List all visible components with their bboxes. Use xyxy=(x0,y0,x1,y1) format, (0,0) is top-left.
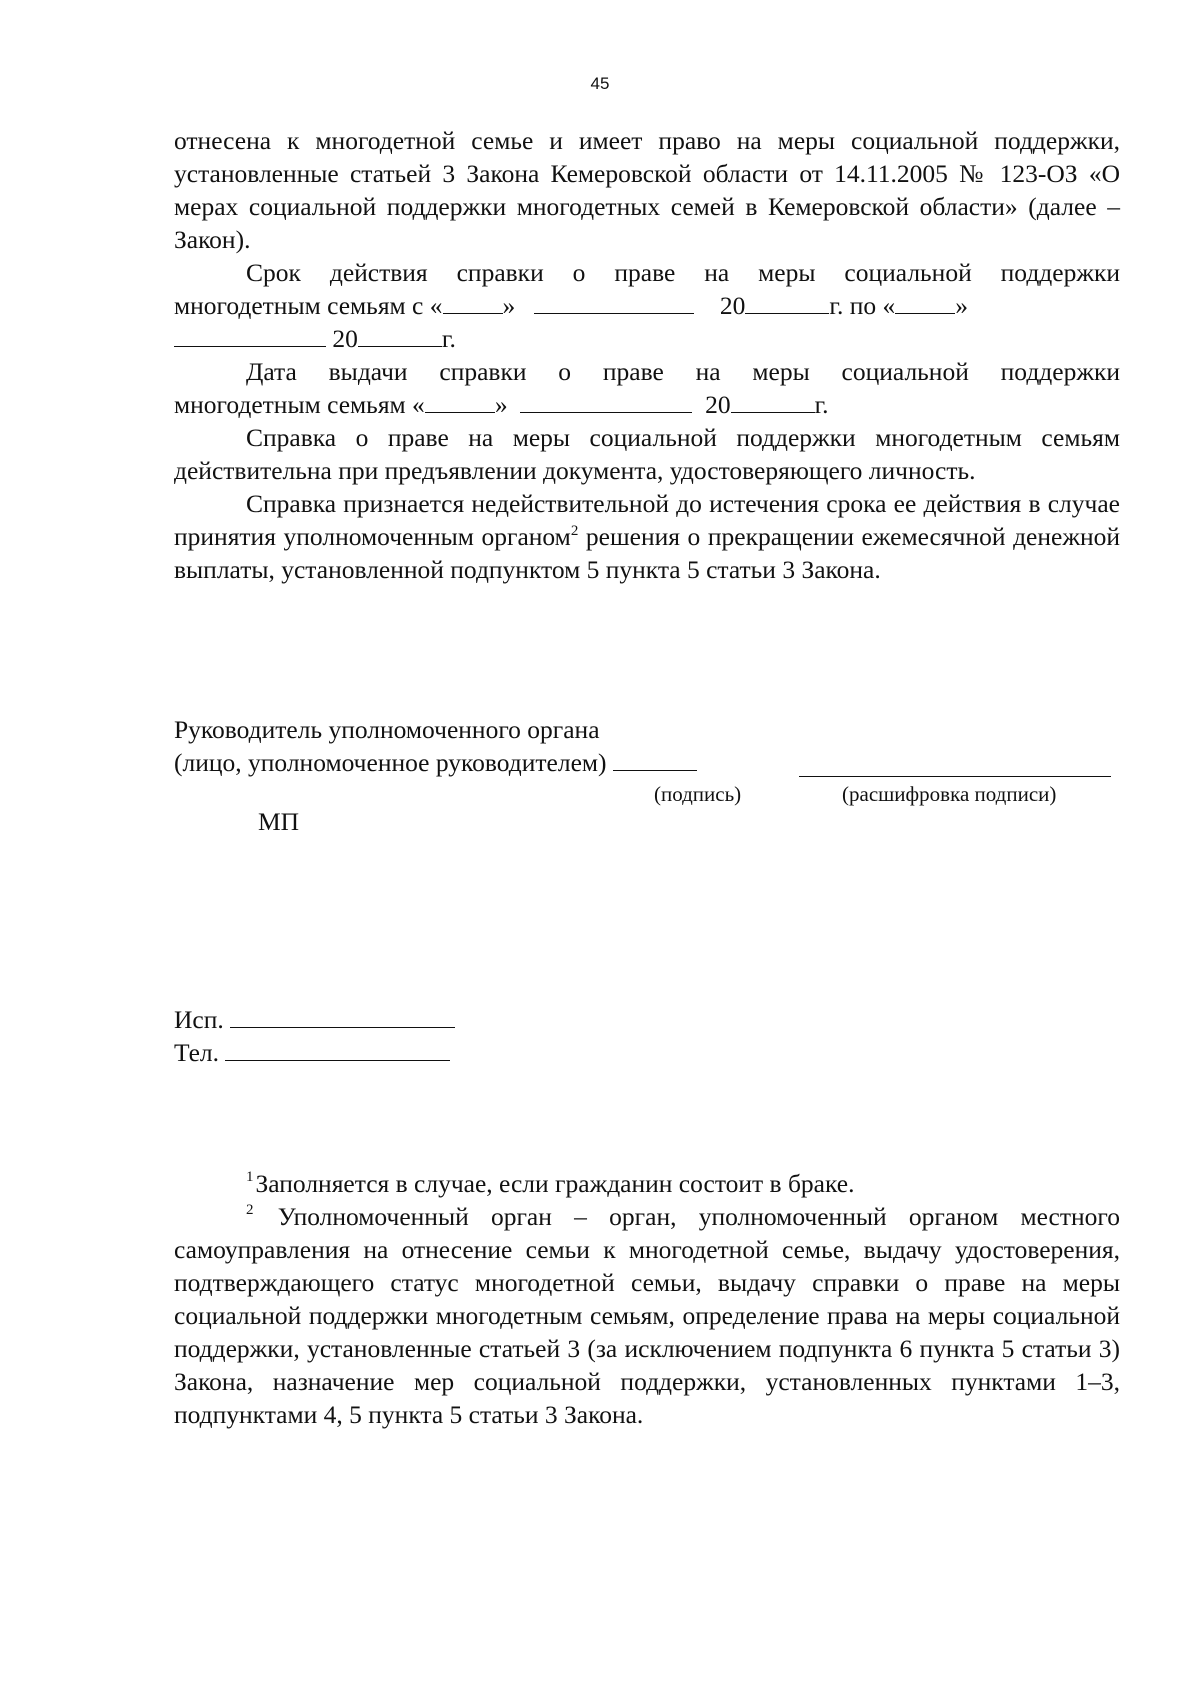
phone-label: Тел. xyxy=(174,1038,220,1067)
issue-day-blank[interactable] xyxy=(425,388,495,413)
signatory-subtitle-text: (лицо, уполномоченное руководителем) xyxy=(174,748,607,777)
year-prefix: 20 xyxy=(332,324,358,353)
signature-block xyxy=(174,713,1120,812)
phone-line xyxy=(174,1036,455,1069)
issue-year-blank[interactable] xyxy=(731,388,815,413)
validity-to-day-blank[interactable] xyxy=(895,289,955,314)
footnotes xyxy=(174,1167,1120,1431)
validity-from-day-blank[interactable] xyxy=(443,289,503,314)
paragraph-issue-date-line1: Дата выдачи справки о праве на меры социальной поддержки xyxy=(246,357,1120,386)
document-body xyxy=(174,124,1120,586)
paragraph-validity-line2 xyxy=(174,289,1120,322)
footnote-1-text: Заполняется в случае, если гражданин состоит в браке. xyxy=(255,1169,855,1198)
validity-from-label: многодетным семьям с « xyxy=(174,291,443,320)
issue-date-label: многодетным семьям « xyxy=(174,390,425,419)
quote-close: » xyxy=(502,291,516,320)
signature-caption: (подпись) xyxy=(654,782,742,806)
invalidation-text-a: Справка признается недействительной до истечения срока ее действия в случае принятия уполномоченным органом xyxy=(174,489,1120,551)
signatory-subtitle xyxy=(174,746,697,779)
paragraph-validity-line1: Срок действия справки о праве на меры социальной поддержки xyxy=(246,258,1120,287)
signatory-title: Руководитель уполномоченного органа xyxy=(174,715,600,744)
validity-to-label: г. по « xyxy=(829,291,896,320)
year-prefix: 20 xyxy=(719,291,746,320)
decoding-caption: (расшифровка подписи) xyxy=(842,782,1057,806)
page-number: 45 xyxy=(590,74,610,93)
executor-blank[interactable] xyxy=(230,1003,455,1028)
footnote-1-mark: 1 xyxy=(246,1169,254,1185)
contacts-block xyxy=(174,1003,455,1069)
year-suffix: г. xyxy=(814,390,829,419)
signature-blank[interactable] xyxy=(613,746,697,771)
quote-close: » xyxy=(955,291,968,320)
stamp-place: МП xyxy=(258,807,300,836)
phone-blank[interactable] xyxy=(225,1036,450,1061)
invalidation-text-b: решения о прекращении ежемесячной денежной выплаты, установленной подпунктом 5 пункта 5 статьи 3 Закона. xyxy=(174,522,1120,584)
executor-label: Исп. xyxy=(174,1005,224,1034)
footnote-1 xyxy=(174,1167,1120,1200)
paragraph-validity-line3 xyxy=(174,322,1120,355)
paragraph-validity-condition: Справка о праве на меры социальной поддержки многодетным семьям действительна при предъявлении документа, удостоверяющего личность. xyxy=(174,423,1120,485)
footnote-2-text: Уполномоченный орган – орган, уполномоченный органом местного самоуправления на отнесение семьи к многодетной семье, выдачу удостоверения, подтверждающего статус многодетной семьи, выдачу справки о праве на меры социальной поддержки многодетным семьям, определение права на меры социальной поддержки, установленные статьей 3 (за исключением подпункта 6 пункта 5 статьи 3) Закона, назначение мер социальной поддержки, установленных пунктами 1–3, подпунктами 4, 5 пункта 5 статьи 3 Закона. xyxy=(174,1202,1120,1429)
year-suffix: г. xyxy=(441,324,456,353)
paragraph-status: отнесена к многодетной семье и имеет право на меры социальной поддержки, установленные статьей 3 Закона Кемеровской области от 14.11.2005 № 123-ОЗ «О мерах социальной поддержки многодетных семей в Кемеровской области» (далее – Закон). xyxy=(174,126,1120,254)
issue-month-blank[interactable] xyxy=(520,388,692,413)
validity-to-month-blank[interactable] xyxy=(174,322,326,347)
paragraph-invalidation xyxy=(174,487,1120,586)
footnote-2-mark: 2 xyxy=(246,1202,254,1218)
quote-close: » xyxy=(494,390,508,419)
footnote-2 xyxy=(174,1200,1120,1431)
paragraph-issue-date-line2 xyxy=(174,388,1120,421)
footnote-ref-2[interactable]: 2 xyxy=(570,523,579,539)
signature-decoding-blank[interactable] xyxy=(799,752,1111,777)
validity-from-year-blank[interactable] xyxy=(745,289,829,314)
validity-from-month-blank[interactable] xyxy=(534,289,694,314)
executor-line xyxy=(174,1003,455,1036)
year-prefix: 20 xyxy=(705,390,731,419)
validity-to-year-blank[interactable] xyxy=(358,322,442,347)
